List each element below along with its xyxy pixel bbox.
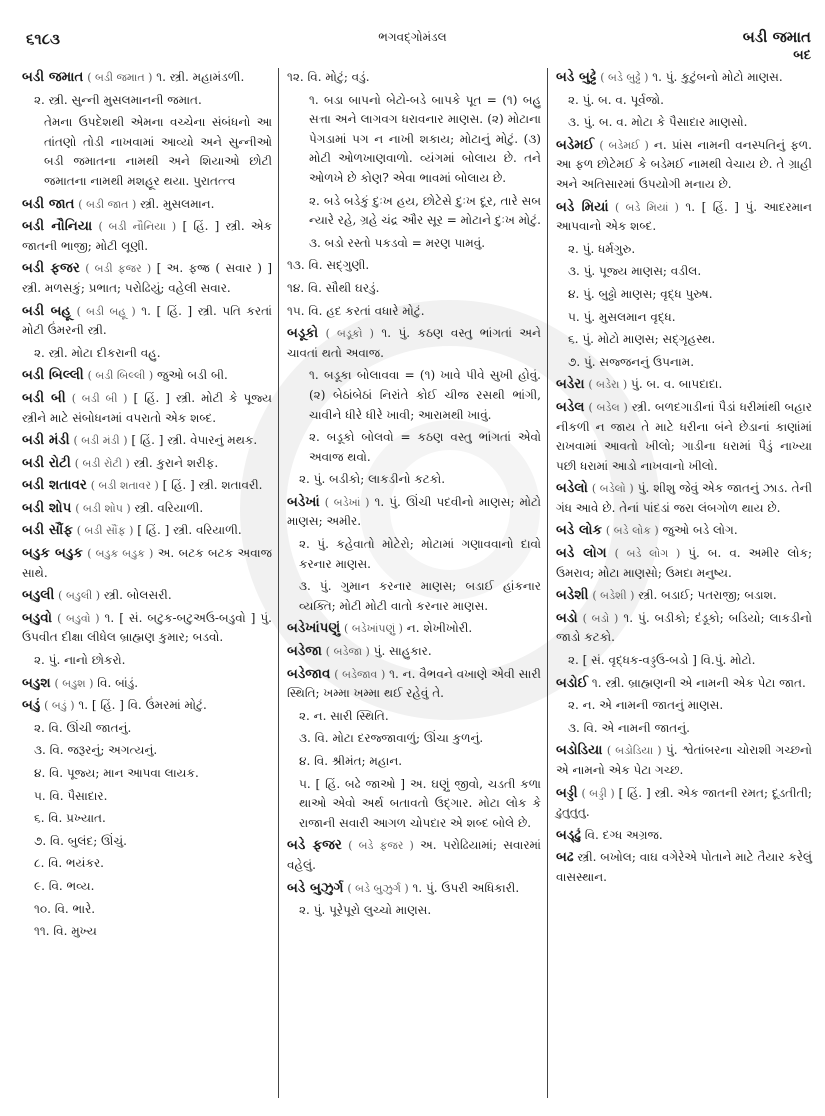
headword: બડી ફજર [22, 260, 80, 277]
definition: સ્ત્રી. વરિયાળી. [134, 500, 204, 515]
pronunciation: ( બડી રોટી ) [74, 456, 130, 470]
dictionary-entry [556, 848, 812, 887]
headword: બડેમઈ [556, 136, 595, 153]
sense-line: ૩. વિ. જરૂરનું; અગત્યનું. [34, 743, 158, 758]
dictionary-entry [556, 674, 812, 694]
dictionary-entry [22, 674, 272, 694]
dictionary-entry [556, 68, 812, 88]
headword: બડી બી [22, 389, 66, 406]
dictionary-entry [22, 259, 272, 298]
sense-line: ૨. વિ. ઊંચી જાતનું. [34, 720, 132, 735]
sense-line: ૪. પું. બુઢ્ઢો માણસ; વૃદ્ધ પુરુષ. [568, 286, 713, 301]
headword: બડુક બડુક [22, 545, 83, 562]
pronunciation: ( બડુશ ) [54, 676, 94, 690]
definition: ૧. ન. વૈભવને વખાણે એવી સારી સ્થિતિ; ખમ્મા ખમ્મા થઈ રહેવું તે. [287, 666, 541, 701]
headword: બડ્ડી [556, 784, 578, 801]
dictionary-entry [556, 544, 812, 583]
guide-word-last: બદ [793, 48, 811, 63]
pronunciation: ( બડેલ ) [588, 400, 628, 414]
pronunciation: ( બડેખાંપણું ) [344, 622, 403, 636]
idiom-note: ૩. બડો રસ્તો પકડવો = મરણ પામવું. [309, 235, 486, 250]
headword: બડેખાં [287, 493, 320, 510]
headword: બડી સૌંફ [22, 522, 73, 539]
definition: ૧. [ હિં. ] વિ. ઉંમરમાં મોટું. [78, 698, 207, 713]
headword: બડોઈ [556, 674, 589, 691]
dictionary-entry [22, 195, 272, 215]
definition: સ્ત્રી. બખોલ; વાઘ વગેરેએ પોતાને માટે તૈયાર કરેલું વાસસ્થાન. [556, 850, 812, 884]
dictionary-entry [22, 68, 272, 88]
headword: બડોડિયા [556, 742, 603, 759]
definition: પું. શીશુ જેવું એક જાતનું ઝાડ. તેની ગંધ આવે છે. તેનાં પાંદડાં જરા લંબગોળ થાય છે. [556, 481, 813, 515]
headword: બડુવો [22, 609, 53, 626]
definition: ૧. [ હિં. ] પું. આદરમાન આપવાનો એક શબ્દ. [556, 199, 812, 234]
definition: જુઓ બડે લોગ. [662, 523, 738, 538]
running-title: ભગવદ્ગોમંડલ [378, 30, 447, 44]
definition: [ હિં. ] સ્ત્રી. વેપારનું મથક. [131, 433, 258, 448]
definition: ૧. સ્ત્રી. બ્રાહ્મણની એ નામની એક પેટા જાત. [591, 675, 806, 690]
definition: અ. બટક બટક અવાજ સાથે. [22, 546, 272, 580]
sense-line: ૬. પું. મોટો માણસ; સદ્ગૃહસ્થ. [568, 332, 716, 347]
dictionary-entry [287, 642, 541, 662]
definition: પું. શ્વેતાંબરના ચોરાશી ગચ્છનો એ નામનો એક પેટા ગચ્છ. [556, 743, 812, 777]
definition: ૧. પું. કઠણ વસ્તુ ભાંગતાં અને ચાવતાં થતો અવાજ. [287, 326, 541, 360]
pronunciation: ( બડી સૌંફ ) [76, 524, 134, 538]
dictionary-entry [22, 609, 272, 648]
pronunciation: ( બડી શતાવર ) [90, 479, 159, 493]
pronunciation: ( બડે લોક ) [605, 524, 659, 538]
sense-line: ૨. સ્ત્રી. સુન્ની મુસલમાનની જમાત. [34, 92, 202, 107]
definition: ૧. પું. ઊંચી પદવીનો માણસ; મોટો માણસ; અમીર. [287, 494, 542, 529]
pronunciation: ( બડે લોગ ) [614, 547, 681, 561]
sense-line: ૭. પું. સજ્જનનું ઉપનામ. [568, 354, 695, 369]
pronunciation: ( બડેજા ) [325, 645, 370, 659]
headword: બડેશી [556, 587, 589, 604]
definition: પું. બ. વ. અમીર લોક; ઉમરાવ; મોટા માણસો; ઉમદા મનુષ્ય. [556, 546, 812, 580]
dictionary-entry [556, 586, 812, 606]
dictionary-entry [287, 324, 541, 363]
dictionary-entry [287, 619, 541, 639]
page-number: ૬૧૮૩ [26, 30, 60, 48]
dictionary-entry [556, 479, 812, 518]
dictionary-entry [287, 836, 541, 875]
headword: બડેખાંપણું [287, 620, 341, 637]
dictionary-entry [556, 198, 812, 237]
headword: બડું [22, 697, 41, 714]
headword: બડેરા [556, 376, 585, 393]
headword: બડે ફજર [287, 837, 342, 854]
definition: [ અ. ફજ્ર ( સવાર ) ] સ્ત્રી. મળસકું; પ્રભાત; પરોઢિયું; વહેલી સવાર. [22, 261, 272, 295]
sense-line: ૨. ન. એ નામની જાતનું માણસ. [568, 698, 724, 713]
definition: સ્ત્રી. બડાઈ; પતરાજી; બડાશ. [638, 588, 777, 603]
pronunciation: ( બડી બહૂ ) [76, 304, 136, 318]
headword: બઢ [556, 849, 574, 866]
sense-line: ૩. પું. ગુમાન કરનાર માણસ; બડાઈ હાંકનાર વ્યક્તિ; મોટી મોટી વાતો કરનાર માણસ. [299, 579, 541, 613]
definition: ન. પ્રાંસ નામની વનસ્પતિનું ફળ. આ ફળ છોટેમઈ કે બડેમઈ નામથી વેચાય છે. તે ગ્રાહી અને અતિસારમાં ઉપયોગી મનાય છે. [556, 137, 812, 191]
pronunciation: ( બડ્ડી ) [581, 786, 615, 800]
definition: ૧. સ્ત્રી. મહામંડળી. [156, 70, 245, 84]
sense-line: ૯. વિ. ભવ્ય. [34, 878, 95, 893]
definition: [ હિં. ] સ્ત્રી. શતાવરી. [162, 478, 263, 493]
definition: સ્ત્રી. મુસલમાન. [140, 196, 215, 211]
sense-line: ૭. વિ. બુલંદ; ઊંચું. [34, 833, 127, 848]
dictionary-entry [556, 136, 812, 195]
sense-line: ૫. વિ. પૈસાદાર. [34, 788, 108, 803]
definition: સ્ત્રી. બોલસરી. [103, 588, 172, 603]
headword: બડેલો [556, 480, 588, 497]
dictionary-entry [22, 476, 272, 496]
dictionary-entry [556, 375, 812, 395]
headword: બડે બુઢ્ઢે [556, 69, 597, 85]
dictionary-entry [22, 586, 272, 606]
pronunciation: ( બડી નૌનિયા ) [98, 220, 177, 234]
sense-line: ૧૩. વિ. સદ્ગુણી. [287, 258, 370, 273]
sense-line: ૨. પું. ધર્મગુરુ. [568, 241, 636, 256]
pronunciation: ( બડે બુઝુર્ગ ) [347, 881, 409, 895]
sense-line: ૫. પું. મુસલમાન વૃદ્ધ. [568, 309, 676, 324]
dictionary-entry [556, 521, 812, 541]
dictionary-entry [22, 431, 272, 451]
sense-line: ૫. [ હિં. બઢે જાઓ ] અ. ઘણું જીવો, ચડતી કળા થાઓ એવો અર્થ બતાવતો ઉદ્ગાર. મોટા લોક કે રાજાની સવારી આગળ ચોપદાર એ શબ્દ બોલે છે. [299, 776, 541, 830]
sense-line: ૨. પું. પૂરેપૂરો લુચ્ચો માણસ. [299, 903, 432, 918]
definition: ૧. પું. બડીકો; દંડૂકો; બડિયો; લાકડીનો જાડો કટકો. [556, 610, 812, 645]
definition: ૧. પું. ઉપરી અધિકારી. [412, 880, 520, 895]
headword: બડી શોપ [22, 499, 72, 516]
pronunciation: ( બડો ) [582, 611, 619, 625]
pronunciation: ( બડેમઈ ) [599, 138, 649, 152]
headword: બડી મંડી [22, 432, 70, 449]
sense-line: ૩. પું. બ. વ. મોટા કે પૈસાદાર માણસો. [568, 115, 748, 130]
dictionary-entry [287, 665, 541, 704]
dictionary-columns [22, 68, 812, 1098]
dictionary-entry [22, 302, 272, 341]
definition: ૧. [ હિં. ] સ્ત્રી. પતિ કરતાં મોટી ઉંમરની સ્ત્રી. [22, 303, 272, 338]
sense-line: ૩. વિ. મોટા દરજ્જાવાળું; ઊંચા કુળનું. [299, 731, 484, 746]
pronunciation: ( બડેલો ) [591, 482, 634, 496]
headword: બડે લોગ [556, 545, 607, 562]
headword: બડેજાવ [287, 665, 331, 682]
headword: બડી જાત [22, 195, 75, 212]
sense-line: ૩. વિ. એ નામની જાતનું. [568, 720, 690, 735]
definition: ૧. [ સં. બટુક-બટુઅઉ-બડુવો ] પું. ઉપવીત દીક્ષા લીધેલ બ્રાહ્મણ કુમાર; બડવો. [22, 610, 272, 645]
dictionary-entry [556, 784, 812, 823]
definition: [ હિં. ] સ્ત્રી. મોટી કે પૂજ્ય સ્ત્રીને માટે સંબોધનમાં વપરાતો એક શબ્દ. [22, 390, 272, 425]
sense-line: ૨. પું. બ. વ. પૂર્વજો. [568, 92, 664, 107]
sense-line: ૧૧. વિ. મુખ્ય [34, 924, 97, 939]
headword: બડેજા [287, 643, 322, 660]
dictionary-entry [22, 389, 272, 428]
pronunciation: ( બડેખાં ) [324, 495, 370, 509]
headword: બડી બિલ્લી [22, 367, 84, 384]
definition: વિ. બાંડું. [97, 675, 139, 690]
pronunciation: ( બડે બુઢ્ઢે ) [600, 71, 649, 84]
sense-line: ૨. પું. બડીકો; લાકડીનો કટકો. [299, 472, 446, 487]
headword: બડ્ઢું [556, 826, 581, 843]
pronunciation: ( બડુક બડુક ) [87, 547, 154, 561]
pronunciation: ( બડુવો ) [57, 611, 100, 625]
headword: બડેલ [556, 398, 585, 415]
pronunciation: ( બડૂકો ) [325, 327, 374, 341]
definition: પું. સાહુકાર. [373, 644, 432, 659]
sense-line: ૬. વિ. પ્રખ્યાત. [34, 811, 106, 826]
definition: પું. બ. વ. બાપદાદા. [631, 377, 723, 392]
pronunciation: ( બડી બી ) [71, 391, 128, 405]
guide-word-first: બડી જમાત [742, 28, 811, 46]
pronunciation: ( બડી શોપ ) [75, 501, 131, 515]
column-3 [548, 68, 812, 1098]
headword: બડે બુઝુર્ગ [287, 879, 344, 896]
headword: બડે લોક [556, 522, 603, 539]
definition: વિ. દગ્ધ અગ્રજ. [584, 827, 663, 842]
definition: [ હિં. ] સ્ત્રી. વરિયાળી. [137, 523, 242, 538]
dictionary-entry [287, 493, 541, 532]
dictionary-entry [22, 366, 272, 386]
sense-line: ૧૨. વિ. મોટું; વડું. [287, 70, 370, 84]
headword: બડુલી [22, 587, 55, 604]
sense-line: ૪. વિ. શ્રીમંત; મહાન. [299, 754, 403, 768]
dictionary-entry [22, 499, 272, 519]
dictionary-entry [22, 521, 272, 541]
dictionary-entry [556, 609, 812, 648]
dictionary-entry [556, 741, 812, 780]
sense-line: ૨. સ્ત્રી. મોટા દીકરાની વહુ. [34, 345, 161, 360]
definition: [ હિં. ] સ્ત્રી. એક જાતની રમત; દૂડતીતી; ઢુતુતુતુ. [556, 785, 812, 820]
sense-line: ૨. પું. કહેવાતો મોટેરો; મોટામાં ગણાવવાનો દાવો કરનાર માણસ. [299, 537, 541, 571]
pronunciation: ( બડી ફજર ) [85, 262, 152, 276]
dictionary-entry [22, 217, 272, 256]
headword: બડે મિયાં [556, 198, 609, 215]
sense-line: ૮. વિ. ભયંકર. [34, 856, 104, 871]
sense-line: ૧૪. વિ. સૌથી ઘરડું. [287, 280, 380, 295]
headword: બડુશ [22, 674, 51, 691]
definition: અ. પરોઢિયામાં; સવારમાં વહેલું. [287, 838, 541, 872]
idiom-note: તેમના ઉપદેશથી એમના વચ્ચેના સંબંધનો આ તાંતણો તોડી નાખવામાં આવ્યો અને સુન્નીઓ બડી જમાતના નામથી અને શિયાઓ છોટી જમાતના નામથી મશહૂર થયા. પુરાતત્ત્વ [44, 115, 272, 188]
definition: ૧. પું. કુટુંબનો મોટો માણસ. [652, 70, 783, 84]
pronunciation: ( બડુલી ) [58, 589, 101, 603]
dictionary-entry [556, 398, 812, 476]
dictionary-entry [22, 544, 272, 583]
pronunciation: ( બડેજાવ ) [334, 667, 386, 681]
sense-line: ૩. પું. પૂજ્ય માણસ; વડીલ. [568, 264, 702, 279]
pronunciation: ( બડી બિલ્લી ) [87, 369, 154, 383]
sense-line: ૨. પું. નાનો છોકરો. [34, 653, 126, 668]
dictionary-entry [556, 826, 812, 846]
definition: ન. શેખીખોરી. [406, 621, 473, 636]
definition: સ્ત્રી. બળદગાડીનાં પૈડાં ધરીમાંથી બહાર નીકળી ન જાય તે માટે ધરીના બંને છેડાનાં કાણાંમાં રાખવામાં આવતો ખીલો; ગાડીના ધરામાં પૈડું નાખ્યા પછી ધરામાં આડો નાખવાનો ખીલો. [556, 399, 812, 473]
sense-line: ૧૫. વિ. હદ કરતાં વધારે મોટું. [287, 303, 425, 318]
pronunciation: ( બડી જાત ) [78, 197, 137, 211]
sense-line: ૧૦. વિ. ભારે. [34, 901, 96, 916]
pronunciation: ( બડું ) [44, 699, 75, 713]
headword: બડો [556, 609, 578, 626]
pronunciation: ( બડી મંડી ) [73, 434, 128, 448]
column-2 [278, 68, 548, 1098]
dictionary-entry [287, 879, 541, 899]
headword: બડી જમાત [22, 69, 84, 85]
sense-line: ૨. ન. સારી સ્થિતિ. [299, 708, 389, 723]
idiom-note: ૧. બડા બાપનો બેટો-બડે બાપકે પૂત = (૧) બહુ સત્તા અને લાગવગ ધરાવનાર માણસ. (૨) મોટાના પેગડામાં પગ ન નાખી શકાય; મોટાનું મોટું. (૩) મોટી ઓળખાણવાળો. વ્યંગમાં બોલાય છે. તને ઓળખે છે કોણ? એવા ભાવમાં બોલાય છે. [309, 92, 541, 185]
column-1 [22, 68, 278, 1098]
headword: બડી શતાવર [22, 477, 87, 494]
pronunciation: ( બડી જમાત ) [87, 71, 153, 84]
definition: [ હિં. ] સ્ત્રી. એક જાતની ભાજી; મોટી લૂણી. [22, 219, 272, 253]
dictionary-entry [22, 454, 272, 474]
headword: બડી રોટી [22, 454, 71, 471]
headword: બડી બહૂ [22, 302, 72, 319]
dictionary-entry [22, 696, 272, 716]
idiom-note: ૨. બડે બડેકું દુઃખ હય, છોટેસે દુઃખ દૂર, તારે સબ ન્યારે રહે, ગ્રહે ચંદ્ર ઔર સૂર = મોટાને દુઃખ મોટું. [309, 193, 541, 228]
sense-line: ૨. [ સં. વૃદ્ધક-વડ્ડઉ-બડો ] વિ.પું. મોટો. [568, 653, 756, 668]
page-header [0, 26, 825, 66]
headword: બડી નૌનિયા [22, 218, 93, 235]
pronunciation: ( બડે મિયાં ) [615, 200, 679, 214]
pronunciation: ( બડોડિયા ) [606, 744, 662, 758]
pronunciation: ( બડે ફજર ) [348, 839, 414, 853]
definition: સ્ત્રી. કુરાને શરીફ. [133, 455, 219, 470]
pronunciation: ( બડેરા ) [588, 378, 628, 392]
idiom-note: ૧. બડૂકા બોલાવવા = (૧) ખાવે પીવે સુખી હોવું. (૨) બેઠાંબેઠાં નિરાંતે કોઈ ચીજ રસથી ભાંગી, ચાવીને ધીરે ધીરે ખાવી; આરામથી ખાવું. [309, 368, 541, 422]
headword: બડૂકો [287, 325, 319, 342]
idiom-note: ૨. બડૂકો બોલવો = કઠણ વસ્તુ ભાંગતાં એવો અવાજ થવો. [309, 430, 541, 464]
sense-line: ૪. વિ. પૂજ્ય; માન આપવા લાયક. [34, 766, 199, 780]
pronunciation: ( બડેશી ) [592, 589, 635, 603]
definition: જુઓ બડી બી. [157, 368, 228, 383]
